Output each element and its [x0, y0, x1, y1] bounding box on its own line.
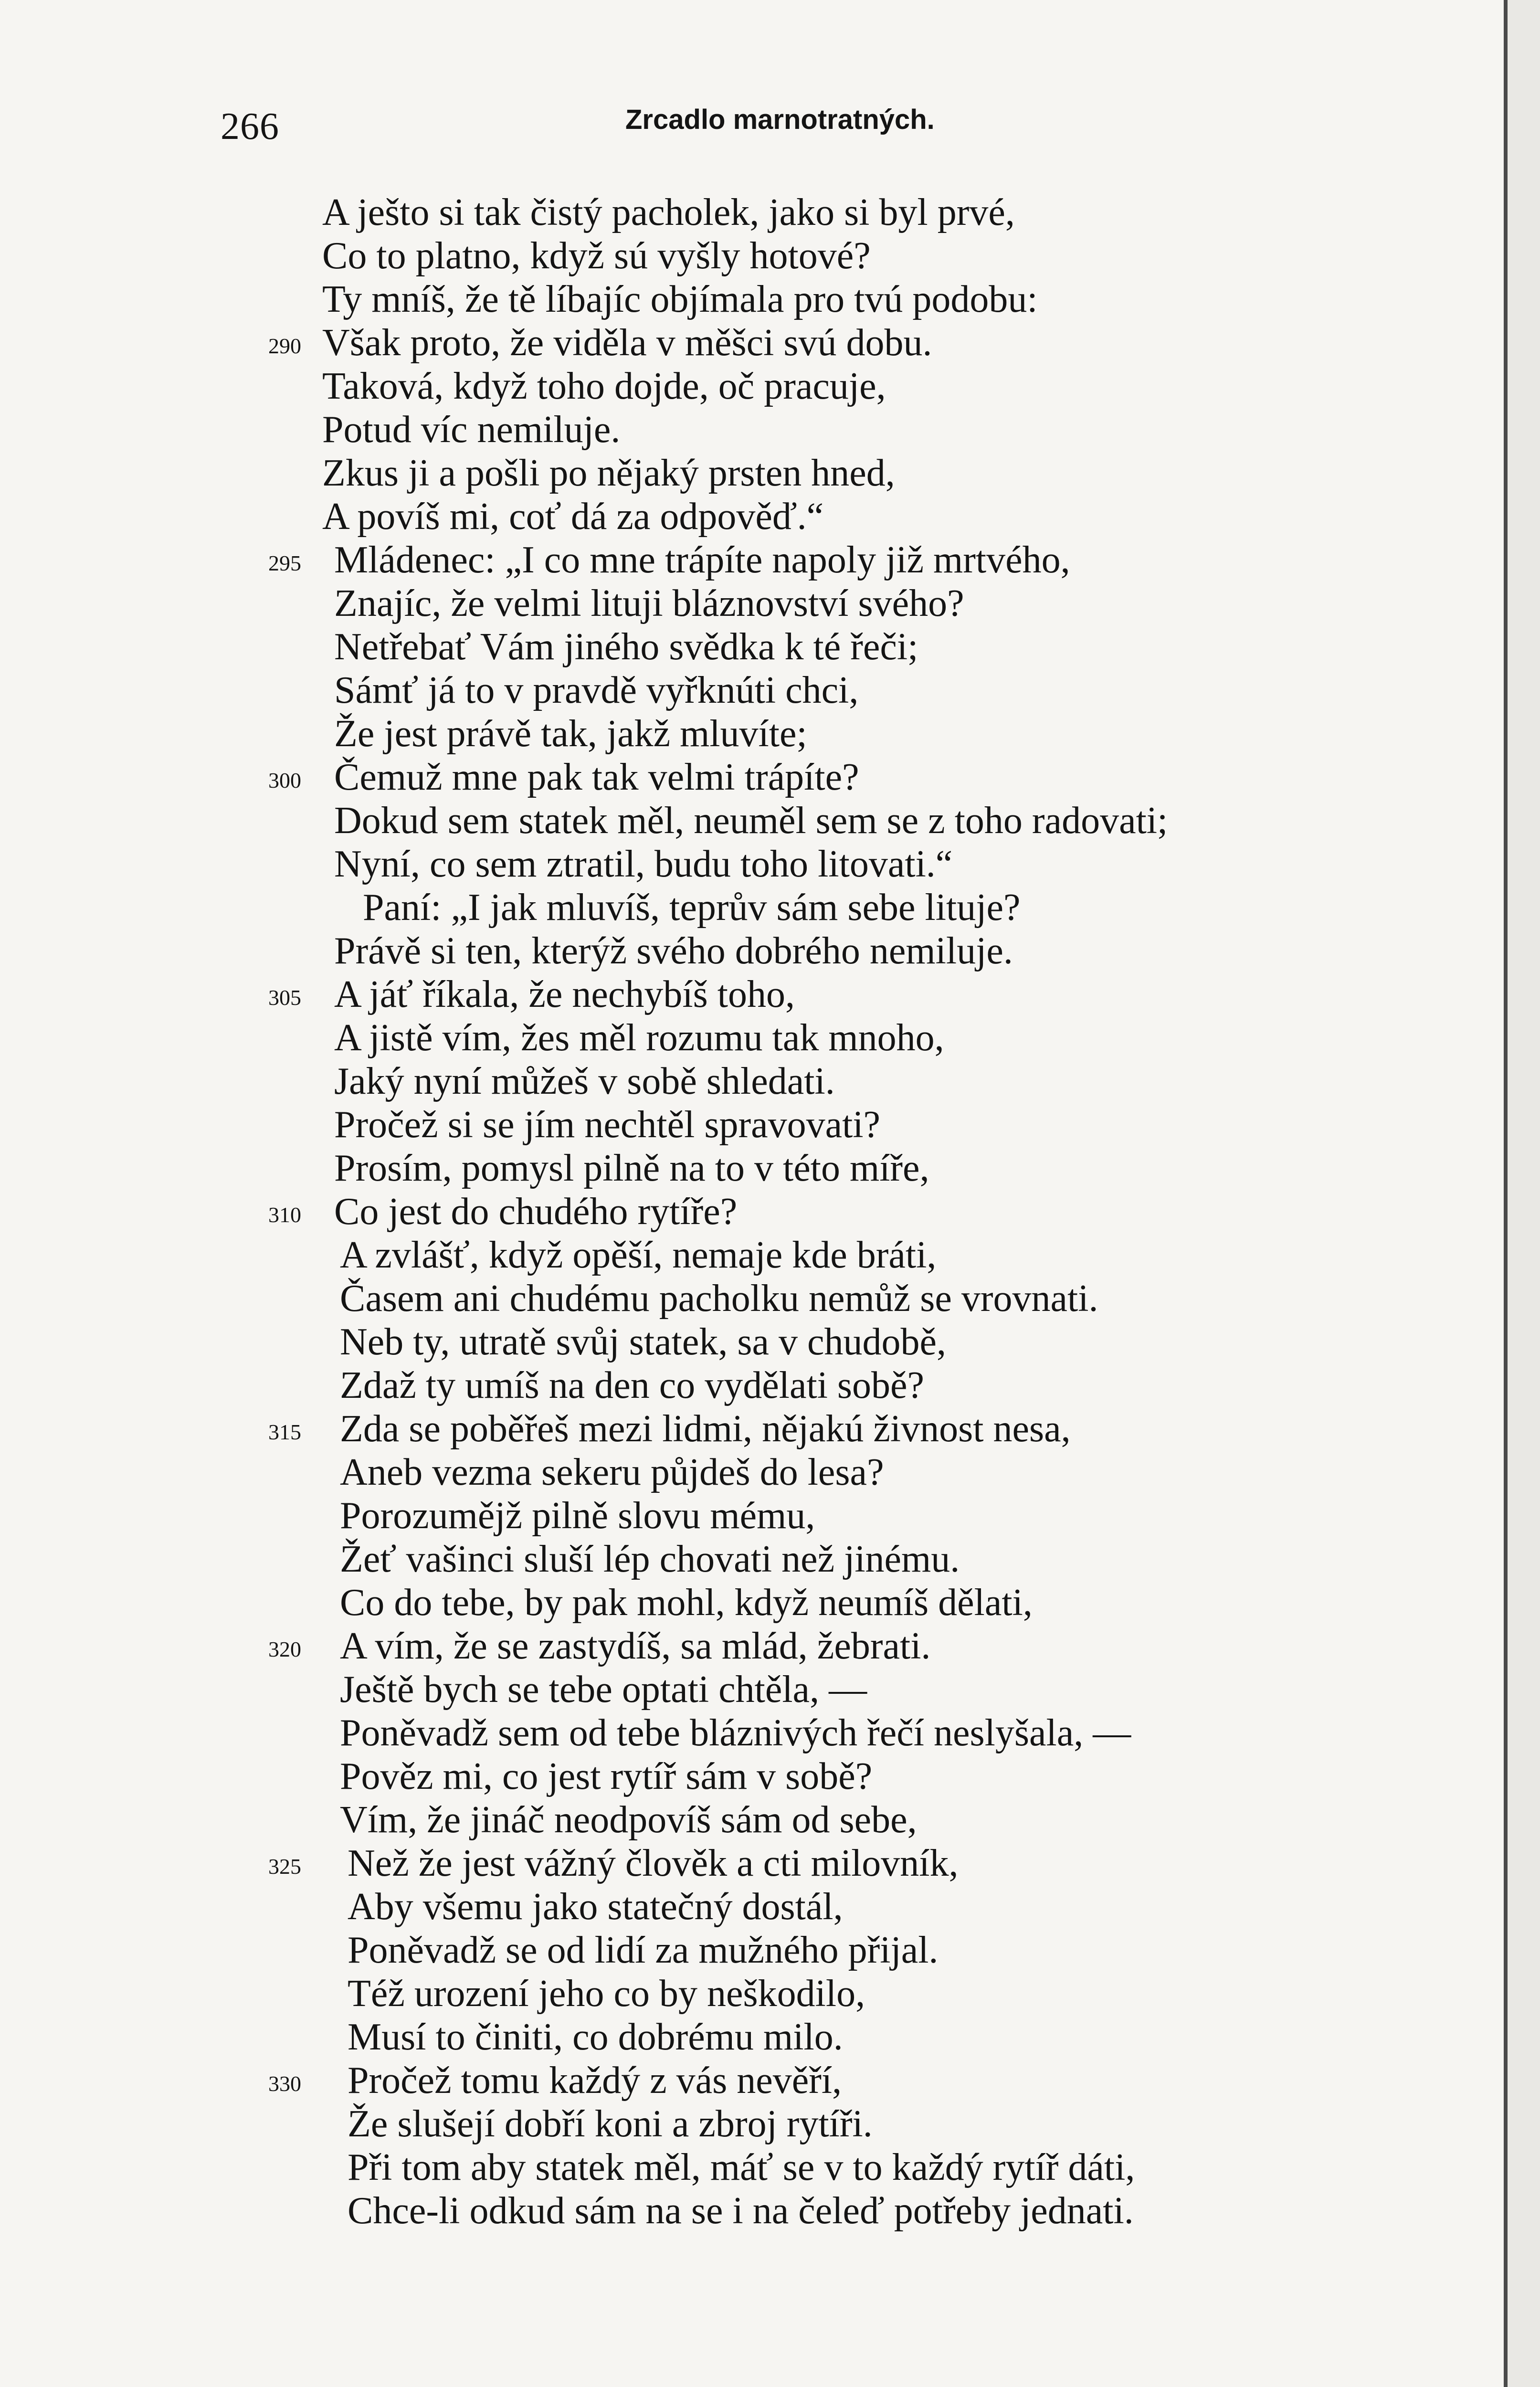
verse-line — [0, 1364, 1504, 1407]
verse-text: Potud víc nemiluje. — [322, 409, 621, 451]
verse-text: Poněvadž se od lidí za mužného přijal. — [348, 1929, 939, 1971]
verse-line — [0, 1755, 1504, 1798]
verse-text: Při tom aby statek měl, máť se v to každý rytíř dáti, — [348, 2146, 1135, 2188]
verse-text: Co jest do chudého rytíře? — [334, 1191, 738, 1233]
verse-text: Že jest právě tak, jakž mluvíte; — [334, 713, 807, 755]
verse-text: Však proto, že viděla v měšci svú dobu. — [322, 322, 932, 364]
verse-text: Čemuž mne pak tak velmi trápíte? — [334, 756, 859, 798]
verse-text: Mládenec: „I co mne trápíte napoly již mrtvého, — [334, 539, 1070, 581]
verse-text: Paní: „I jak mluvíš, teprův sám sebe lituje? — [363, 887, 1021, 929]
verse-text: Nyní, co sem ztratil, budu toho litovati.“ — [334, 843, 953, 885]
verse-text: Vím, že jináč neodpovíš sám od sebe, — [340, 1799, 917, 1841]
verse-line — [0, 886, 1504, 929]
verse-text: Co to platno, když sú vyšly hotové? — [322, 235, 871, 277]
line-number: 320 — [268, 1637, 301, 1661]
verse-line — [0, 1538, 1504, 1581]
verse-line — [0, 1407, 1504, 1451]
verse-line — [0, 1060, 1504, 1103]
verse-text: Žeť vašinci sluší lép chovati než jinému. — [340, 1538, 960, 1580]
verse-line — [0, 321, 1504, 365]
verse-line — [0, 1234, 1504, 1277]
verse-line — [0, 1668, 1504, 1711]
verse-line — [0, 756, 1504, 799]
verse-line — [0, 1581, 1504, 1625]
verse-line — [0, 973, 1504, 1016]
verse-line — [0, 1016, 1504, 1060]
verse-text: Chce-li odkud sám na se i na čeleď potřeby jednati. — [348, 2190, 1134, 2232]
verse-text: Zdaž ty umíš na den co vydělati sobě? — [340, 1364, 925, 1406]
verse-line — [0, 2059, 1504, 2102]
verse-line — [0, 1625, 1504, 1668]
verse-line — [0, 408, 1504, 452]
verse-text: Časem ani chudému pacholku nemůž se vrovnati. — [340, 1278, 1098, 1320]
verse-line — [0, 1929, 1504, 1972]
verse-line — [0, 2102, 1504, 2146]
verse-line — [0, 712, 1504, 756]
verse-line — [0, 1711, 1504, 1755]
page-edge — [1504, 0, 1540, 2387]
verse-line — [0, 234, 1504, 278]
verse-text: Pročež tomu každý z vás nevěří, — [348, 2060, 842, 2102]
verse-text: Právě si ten, kterýž svého dobrého nemiluje. — [334, 930, 1013, 972]
verse-text: Že slušejí dobří koni a zbroj rytíři. — [348, 2103, 873, 2145]
verse-text: Poněvadž sem od tebe bláznivých řečí neslyšala, — — [340, 1712, 1131, 1754]
verse-line — [0, 2146, 1504, 2189]
verse-text: Též urození jeho co by neškodilo, — [348, 1973, 865, 2015]
line-number: 310 — [268, 1203, 301, 1227]
verse-line — [0, 799, 1504, 843]
verse-text: A povíš mi, coť dá za odpověď.“ — [322, 496, 824, 538]
line-number: 330 — [268, 2071, 301, 2096]
verse-text: Dokud sem statek měl, neuměl sem se z toho radovati; — [334, 800, 1168, 842]
verse-line — [0, 191, 1504, 234]
verse-text: A ještо si tak čistý pacholek, jako si byl prvé, — [322, 191, 1015, 233]
page-number: 266 — [221, 106, 279, 148]
verse-line — [0, 452, 1504, 495]
verse-line — [0, 1494, 1504, 1538]
verse-line — [0, 1451, 1504, 1494]
verse-line — [0, 1103, 1504, 1147]
line-number: 305 — [268, 985, 301, 1010]
verse-text: Znajíc, že velmi lituji bláznovství svého? — [334, 582, 964, 624]
verse-text: Porozumějž pilně slovu mému, — [340, 1495, 815, 1537]
verse-text: Prosím, pomysl pilně na to v této míře, — [334, 1147, 929, 1189]
verse-text: Aby všemu jako statečný dostál, — [348, 1886, 843, 1928]
verse-line — [0, 1320, 1504, 1364]
verse-line — [0, 1885, 1504, 1929]
verse-line — [0, 929, 1504, 973]
verse-line — [0, 2189, 1504, 2233]
verse-line — [0, 582, 1504, 625]
verse-line — [0, 625, 1504, 669]
line-number: 290 — [268, 334, 301, 358]
verse-text: Pročež si se jím nechtěl spravovati? — [334, 1104, 881, 1146]
verse-line — [0, 1147, 1504, 1190]
verse-text: Jaký nyní můžeš v sobě shledati. — [334, 1060, 835, 1102]
verse-text: Sámť já to v pravdě vyřknúti chci, — [334, 669, 859, 711]
verse-text: Taková, když toho dojde, oč pracuje, — [322, 365, 886, 407]
verse-text: Zkus ji a pošli po nějaký prsten hned, — [322, 452, 895, 494]
verse-text: Pověz mi, co jest rytíř sám v sobě? — [340, 1755, 873, 1797]
line-number: 295 — [268, 551, 301, 575]
verse-line — [0, 278, 1504, 321]
verse-line — [0, 1972, 1504, 2016]
verse-line — [0, 669, 1504, 712]
verse-text: Zda se poběřeš mezi lidmi, nějakú živnost nesa, — [340, 1408, 1071, 1450]
verse-text: Než že jest vážný člověk a cti milovník, — [348, 1842, 959, 1884]
verse-line — [0, 1190, 1504, 1234]
verse-text: A zvlášť, když opěší, nemaje kde bráti, — [340, 1234, 937, 1276]
line-number: 325 — [268, 1854, 301, 1879]
verse-line — [0, 365, 1504, 408]
line-number: 315 — [268, 1420, 301, 1444]
poem-text — [0, 191, 1504, 2233]
verse-text: Ještě bych se tebe optati chtěla, — — [340, 1669, 867, 1711]
verse-line — [0, 495, 1504, 539]
verse-line — [0, 1277, 1504, 1320]
verse-text: A jáť říkala, že nechybíš toho, — [334, 973, 795, 1015]
verse-text: Co do tebe, by pak mohl, když neumíš dělati, — [340, 1582, 1033, 1624]
line-number: 300 — [268, 768, 301, 792]
verse-text: Ty mníš, že tě líbajíc objímala pro tvú podobu: — [322, 278, 1038, 320]
running-title: Zrcadlo marnotratných. — [625, 104, 935, 135]
verse-text: Neb ty, utratě svůj statek, sa v chudobě, — [340, 1321, 947, 1363]
verse-line — [0, 1798, 1504, 1842]
verse-line — [0, 2016, 1504, 2059]
verse-line — [0, 1842, 1504, 1885]
verse-line — [0, 539, 1504, 582]
verse-text: Aneb vezma sekeru půjdeš do lesa? — [340, 1451, 884, 1493]
verse-text: A vím, že se zastydíš, sa mlád, žebrati. — [340, 1625, 931, 1667]
verse-text: A jistě vím, žes měl rozumu tak mnoho, — [334, 1017, 944, 1059]
verse-text: Netřebať Vám jiného svědka k té řeči; — [334, 626, 918, 668]
verse-text: Musí to činiti, co dobrému milo. — [348, 2016, 843, 2058]
verse-line — [0, 843, 1504, 886]
